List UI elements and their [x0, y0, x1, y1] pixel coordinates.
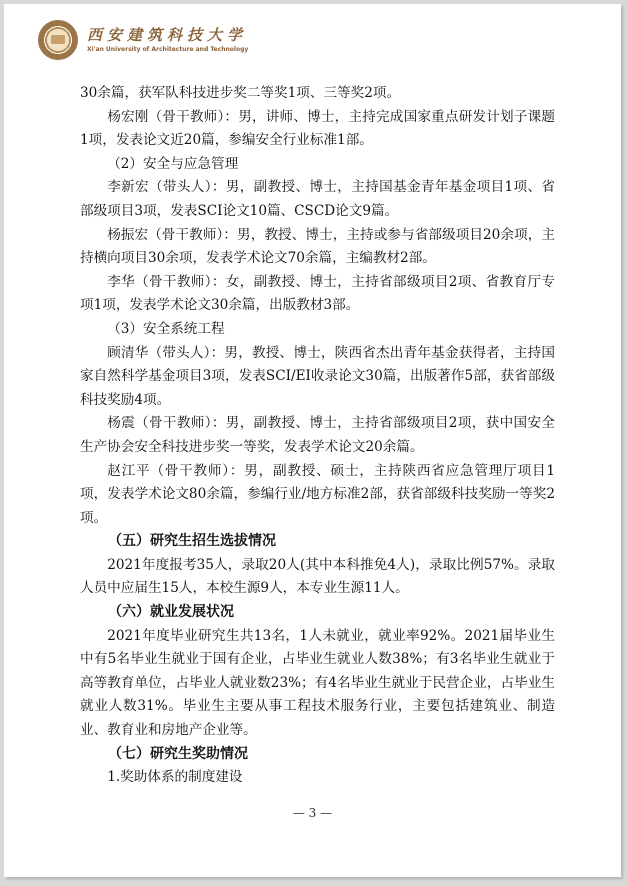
- university-name: [87, 27, 248, 54]
- paragraph: 李华（骨干教师）：女，副教授、博士，主持省部级项目2项、省教育厅专项1项，发表学术论文30余篇，出版教材3部。: [80, 273, 555, 314]
- paragraph: 2021年度报考35人，录取20人(其中本科推免4人)，录取比例57%。录取人员中应届生15人，本校生源9人，本专业生源11人。: [80, 556, 555, 597]
- paragraph: 赵江平（骨干教师）：男，副教授、硕士，主持陕西省应急管理厅项目1项，发表学术论文80余篇，参编行业/地方标准2部，获省部级科技奖励一等奖2项。: [80, 462, 555, 526]
- document-body: [80, 82, 555, 790]
- paragraph: 2021年度毕业研究生共13名，1人未就业，就业率92%。2021届毕业生中有5名毕业生就业于国有企业，占毕业生就业人数38%；有3名毕业生就业于高等教育单位，占毕业人就业数23%；有4名毕业生就业于民营企业，占毕业生就业人数31%。毕业生主要从事工程技术服务行业，主要包括建筑业、制造业、教育业和房地产企业等。: [80, 627, 555, 739]
- page-number: — 3 —: [292, 806, 333, 820]
- paragraph: 30余篇，获军队科技进步奖二等奖1项、三等奖2项。: [80, 85, 401, 101]
- document-page: [4, 4, 621, 877]
- university-name-en: Xi'an University of Architecture and Technology: [87, 45, 249, 53]
- paragraph: 杨震（骨干教师）：男，副教授、博士，主持省部级项目2项，获中国安全生产协会安全科技进步奖一等奖，发表学术论文20余篇。: [80, 415, 555, 455]
- university-header: [38, 20, 248, 60]
- paragraph: 杨宏刚（骨干教师）：男，讲师、博士，主持完成国家重点研发计划子课题1项，发表论文近20篇，参编安全行业标准1部。: [80, 108, 555, 149]
- university-name-cn: 西安建筑科技大学: [87, 25, 248, 44]
- subsection-title: （2）安全与应急管理: [107, 155, 239, 172]
- subsection-title: 1.奖助体系的制度建设: [107, 769, 243, 786]
- paragraph: 杨振宏（骨干教师）：男，教授、博士，主持或参与省部级项目20余项，主持横向项目30余项，发表学术论文70余篇，主编教材2部。: [80, 226, 555, 267]
- section-heading: （五）研究生招生选拔情况: [108, 533, 276, 550]
- university-seal-icon: [38, 20, 78, 60]
- section-heading: （七）研究生奖助情况: [108, 745, 248, 762]
- paragraph: 顾清华（带头人）：男，教授、博士，陕西省杰出青年基金获得者，主持国家自然科学基金项目3项，发表SCI/EI收录论文30篇，出版著作5部，获省部级科技奖励4项。: [80, 344, 555, 408]
- subsection-title: （3）安全系统工程: [107, 320, 225, 337]
- paragraph: 李新宏（带头人）：男，副教授、博士，主持国基金青年基金项目1项、省部级项目3项，发表SCI论文10篇、CSCD论文9篇。: [80, 179, 555, 219]
- section-heading: （六）就业发展状况: [108, 604, 234, 621]
